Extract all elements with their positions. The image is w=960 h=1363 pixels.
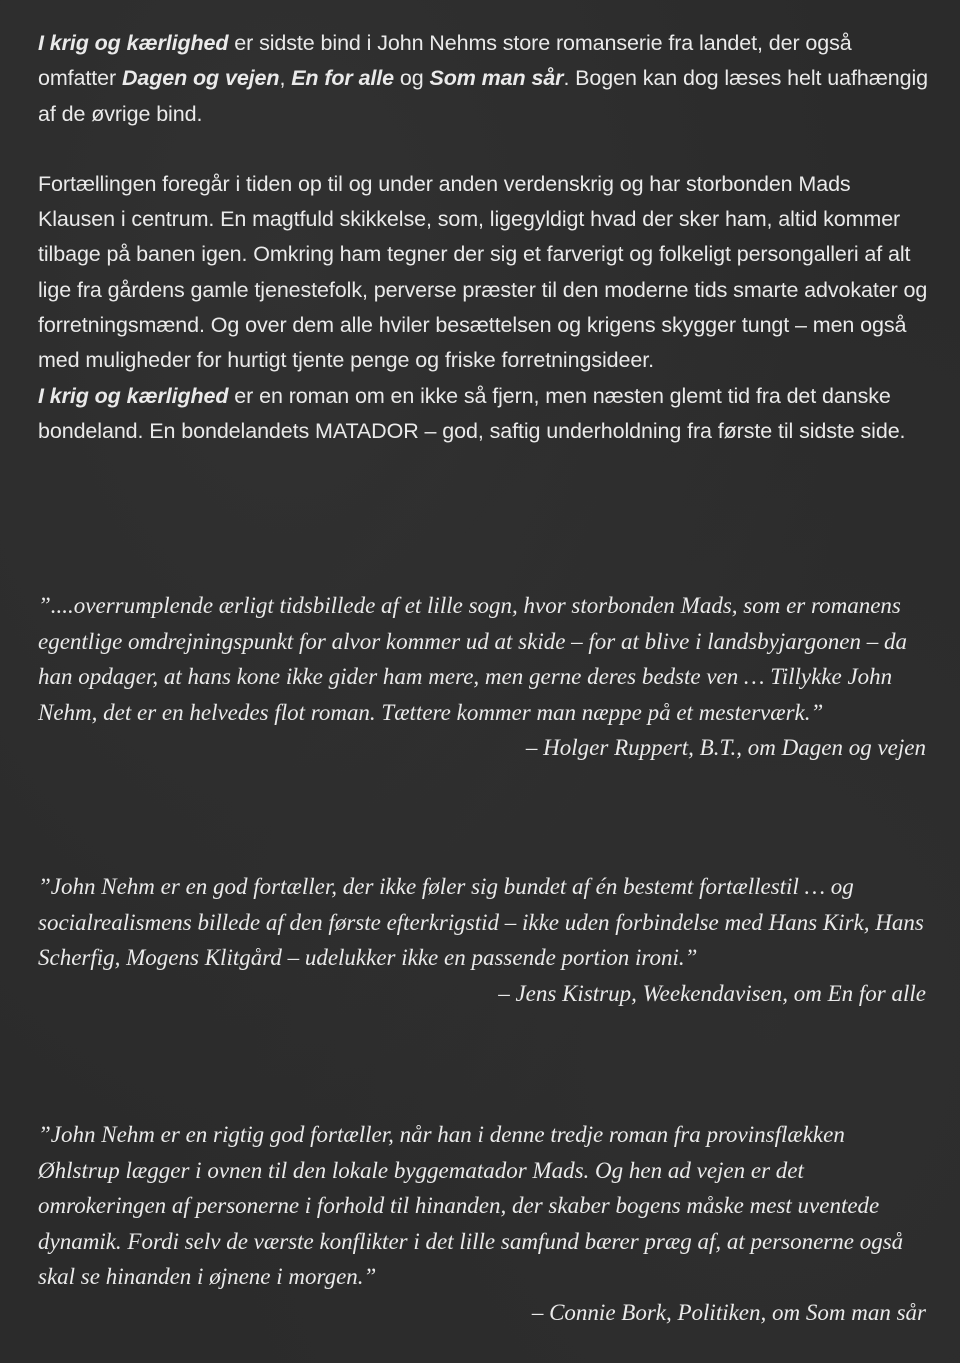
blurb-paragraph-story: Fortællingen foregår i tiden op til og under anden verdenskrig og har storbonden Mads Klausen i centrum. En magtfuld skikkelse, som, ligegyldigt hvad der sker ham, altid kommer tilbage på banen igen. Omkring ham tegner der sig et farverigt og folkeligt persongalleri af alt lige fra gårdens gamle tjenestefolk, perverse præster til den moderne tids smarte advokater og forretningsmænd. Og over dem alle hviler besættelsen og krigens skygger tungt – men også med muligheder for hurtigt tjente penge og friske forretningsideer. xyxy=(38,171,928,373)
blurb-paragraph-intro: I krig og kærlighed er sidste bind i John Nehms store romanserie fra landet, der også omfatter Dagen og vejen, En for alle og Som man sår. Bogen kan dog læses helt uafhængig af de øvrige bind. xyxy=(38,31,928,126)
review-attribution: – Jens Kistrup, Weekendavisen, om En for alle xyxy=(498,980,926,1006)
review-quote-3 xyxy=(38,1117,928,1330)
review-quote-1 xyxy=(38,588,928,766)
review-quote-text: ”John Nehm er en god fortæller, der ikke føler sig bundet af én bestemt fortællestil … og socialrealismens billede af den første efterkrigstid – ikke uden forbindelse med Hans Kirk, Hans Scherfig, Mogens Klitgård – udelukker ikke en passende portion ironi.” xyxy=(38,874,924,970)
review-quote-text: ”....overrumplende ærligt tidsbillede af et lille sogn, hvor storbonden Mads, som er romanens egentlige omdrejningspunkt for alvor kommer ud at skide – for at blive i landsbyjargonen – da han opdager, at hans kone ikke gider ham mere, men gerne deres bedste ven … Tillykke John Nehm, det er en helvedes flot roman. Tættere kommer man næppe på et mesterværk.” xyxy=(38,593,907,725)
review-attribution: – Connie Bork, Politiken, om Som man sår xyxy=(531,1299,926,1325)
series-title-som-man-saar: Som man sår xyxy=(429,66,564,91)
series-title-en-for-alle: En for alle xyxy=(291,66,395,91)
review-quote-text: ”John Nehm er en rigtig god fortæller, når han i denne tredje roman fra provinsflækken Øhlstrup lægger i ovnen til den lokale byggematador Mads. Og hen ad vejen er det omrokeringen af personerne i forhold til hinanden, der skaber bogens måske mest uventede dynamik. Fordi selv de værste konflikter i det lille samfund bærer præg af, at personerne også skal se hinanden i øjnene i morgen.” xyxy=(38,1122,904,1289)
book-title: I krig og kærlighed xyxy=(38,31,229,55)
review-quote-2 xyxy=(38,869,928,1011)
series-title-dagen-og-vejen: Dagen og vejen xyxy=(121,66,280,91)
blurb-text xyxy=(38,26,928,449)
review-attribution: – Holger Ruppert, B.T., om Dagen og vejen xyxy=(525,735,926,760)
blurb-paragraph-summary: I krig og kærlighed er en roman om en ikke så fjern, men næsten glemt tid fra det danske bondeland. En bondelandets MATADOR – god, saftig underholdning fra første til sidste side. xyxy=(38,383,906,443)
book-title: I krig og kærlighed xyxy=(38,383,229,408)
